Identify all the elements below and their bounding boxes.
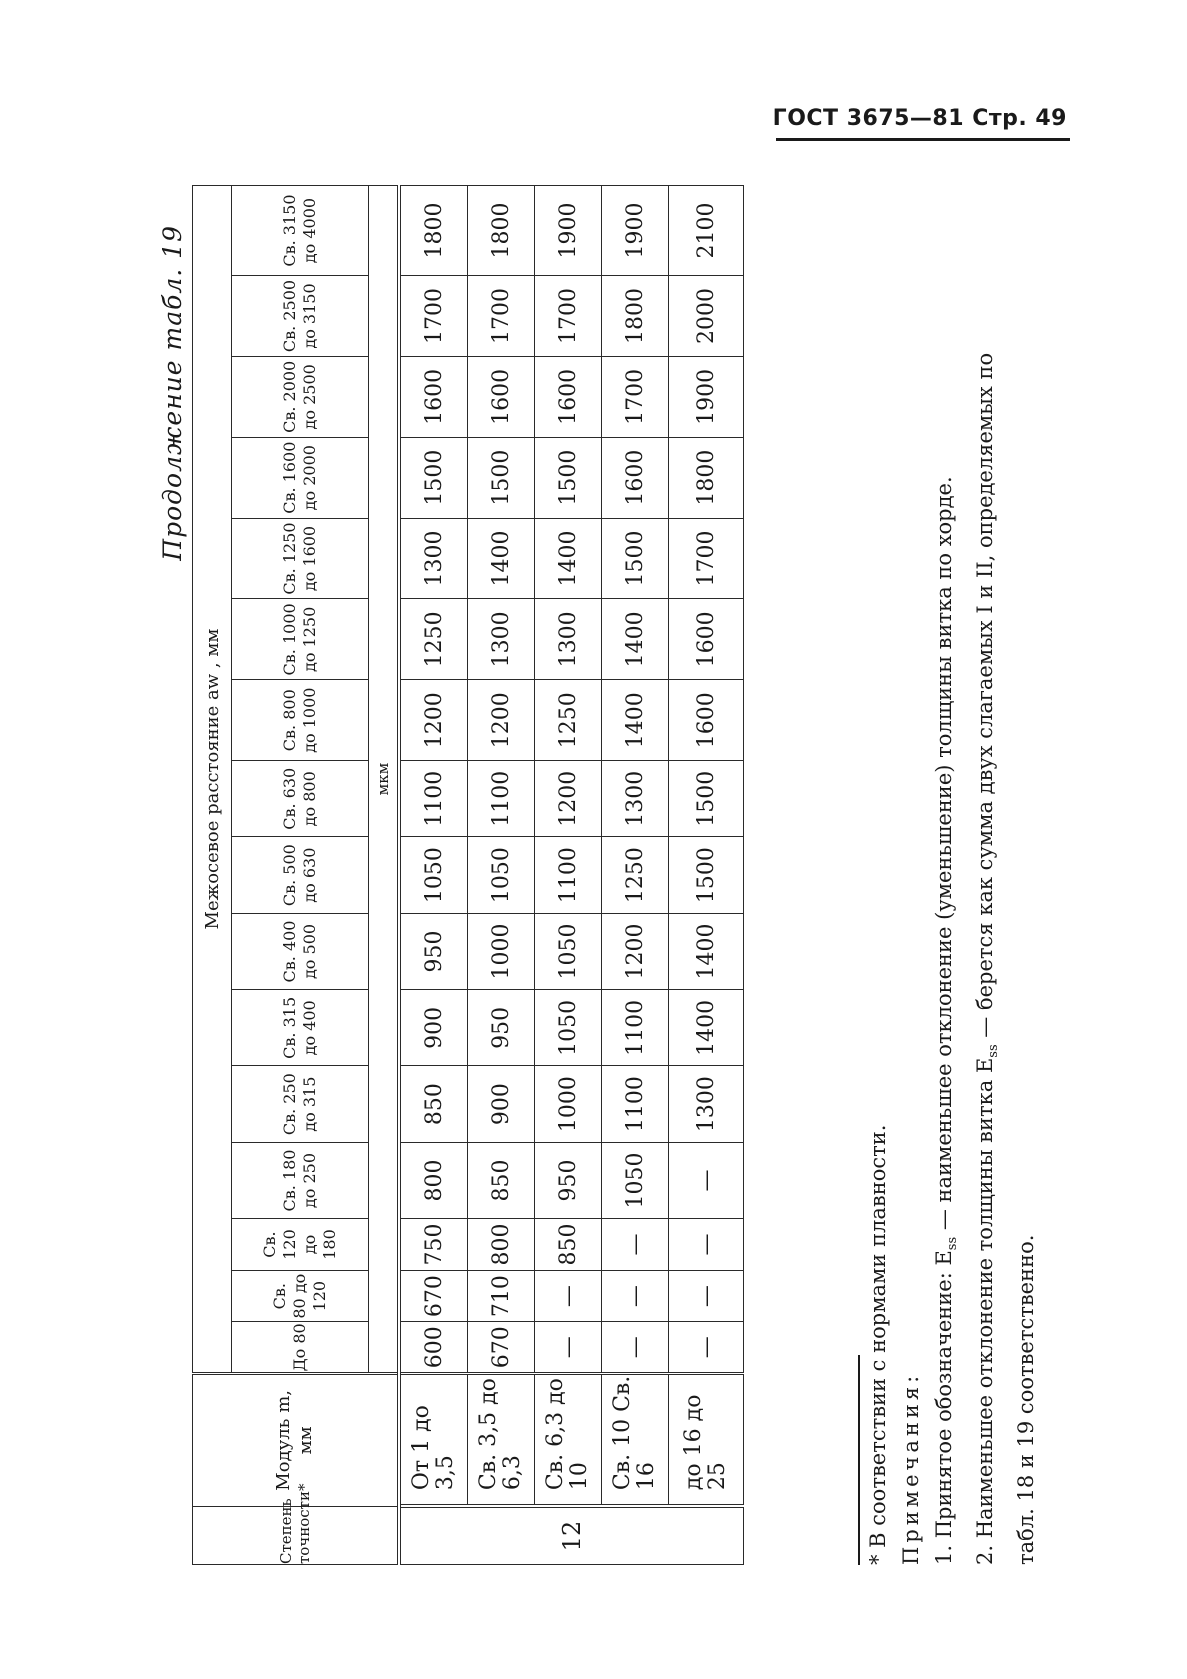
value-cell: 1600: [468, 356, 535, 437]
col-header-13: Св. 2000 до 2500: [232, 356, 369, 437]
value-cell: —: [602, 1219, 669, 1271]
col-header-10: Св. 1000 до 1250: [232, 599, 369, 680]
value-cell: 750: [399, 1219, 468, 1271]
value-cell: 1900: [669, 356, 744, 437]
value-cell: 1900: [535, 186, 602, 276]
value-cell: —: [669, 1142, 744, 1218]
note-2-sub: ss: [986, 1044, 1002, 1058]
value-cell: 1700: [468, 276, 535, 357]
value-cell: 1500: [468, 437, 535, 518]
value-cell: —: [535, 1322, 602, 1374]
value-cell: 1300: [468, 599, 535, 680]
module-header: Модуль m, мм: [193, 1374, 400, 1507]
col-header-1: Св. 80 до 120: [232, 1270, 369, 1322]
value-cell: 1100: [602, 990, 669, 1066]
value-cell: 1400: [669, 990, 744, 1066]
value-cell: 1800: [602, 276, 669, 357]
value-cell: 1600: [535, 356, 602, 437]
col-header-9: Св. 800 до 1000: [232, 680, 369, 761]
value-cell: —: [535, 1270, 602, 1322]
col-header-14: Св. 2500 до 3150: [232, 276, 369, 357]
col-header-7: Св. 500 до 630: [232, 837, 369, 913]
col-header-11: Св. 1250 до 1600: [232, 518, 369, 599]
value-cell: 950: [535, 1142, 602, 1218]
value-cell: 1300: [669, 1066, 744, 1142]
value-cell: 2100: [669, 186, 744, 276]
note-1-text-a: 1. Принятое обозначение: E: [932, 1250, 956, 1565]
value-cell: 670: [468, 1322, 535, 1374]
value-cell: 1600: [399, 356, 468, 437]
value-cell: 1300: [399, 518, 468, 599]
col-header-2: Св. 120 до 180: [232, 1219, 369, 1271]
value-cell: —: [669, 1270, 744, 1322]
table-row: [669, 186, 744, 1565]
value-cell: 950: [399, 913, 468, 989]
value-cell: 1500: [669, 761, 744, 837]
table-row: [535, 186, 602, 1565]
value-cell: 1400: [669, 913, 744, 989]
value-cell: 1400: [535, 518, 602, 599]
value-cell: 1100: [399, 761, 468, 837]
grade-header: Степень точности*: [193, 1506, 400, 1564]
table-row: [399, 186, 468, 1565]
value-cell: 800: [468, 1219, 535, 1271]
value-cell: —: [602, 1322, 669, 1374]
col-header-5: Св. 315 до 400: [232, 990, 369, 1066]
value-cell: 1300: [535, 599, 602, 680]
note-1-text-b: — наименьшее отклонение (уменьшение) толщины витка по хорде.: [932, 476, 956, 1237]
value-cell: 1000: [535, 1066, 602, 1142]
value-cell: 600: [399, 1322, 468, 1374]
col-header-12: Св. 1600 до 2000: [232, 437, 369, 518]
value-cell: 1250: [535, 680, 602, 761]
grade-value: 12: [399, 1506, 744, 1564]
value-cell: 1400: [468, 518, 535, 599]
value-cell: 1200: [399, 680, 468, 761]
value-cell: 1100: [468, 761, 535, 837]
rotated-sheet: [150, 185, 1070, 1565]
value-cell: 1400: [602, 599, 669, 680]
value-cell: 1600: [602, 437, 669, 518]
value-cell: 850: [468, 1142, 535, 1218]
value-cell: 1250: [602, 837, 669, 913]
footnote: * В соответствии с нормами плавности.: [866, 1124, 890, 1565]
col-header-4: Св. 250 до 315: [232, 1066, 369, 1142]
page-header: ГОСТ 3675—81 Стр. 49: [772, 106, 1067, 131]
value-cell: 670: [399, 1270, 468, 1322]
value-cell: —: [602, 1270, 669, 1322]
module-cell: Св. 6,3 до 10: [535, 1374, 602, 1507]
value-cell: 1100: [535, 837, 602, 913]
value-cell: 1700: [602, 356, 669, 437]
value-cell: 1500: [669, 837, 744, 913]
table-continuation-title: Продолжение табл. 19: [158, 225, 187, 561]
table-row: [468, 186, 535, 1565]
value-cell: —: [669, 1322, 744, 1374]
value-cell: 1200: [535, 761, 602, 837]
value-cell: 1800: [468, 186, 535, 276]
value-cell: 1050: [602, 1142, 669, 1218]
note-2: [969, 185, 1010, 1565]
footnote-rule: [858, 1355, 860, 1565]
value-cell: 1400: [602, 680, 669, 761]
notes-title: Примечания:: [899, 1371, 923, 1565]
value-cell: 1500: [535, 437, 602, 518]
table-row: [602, 186, 669, 1565]
value-cell: 900: [468, 1066, 535, 1142]
note-2-text-a: 2. Наименьшее отклонение толщины витка E: [973, 1057, 998, 1565]
col-header-0: До 80: [232, 1322, 369, 1374]
value-cell: 850: [535, 1219, 602, 1271]
module-cell: Св. 3,5 до 6,3: [468, 1374, 535, 1507]
value-cell: 1600: [669, 599, 744, 680]
tolerance-table: [192, 185, 744, 1565]
value-cell: —: [669, 1219, 744, 1271]
value-cell: 1600: [669, 680, 744, 761]
value-cell: 2000: [669, 276, 744, 357]
value-cell: 1050: [468, 837, 535, 913]
unit-label: мкм: [369, 186, 400, 1374]
value-cell: 1300: [602, 761, 669, 837]
value-cell: 1800: [669, 437, 744, 518]
value-cell: 950: [468, 990, 535, 1066]
value-cell: 1500: [399, 437, 468, 518]
value-cell: 900: [399, 990, 468, 1066]
value-cell: 1200: [602, 913, 669, 989]
note-2-continued: табл. 18 и 19 соответственно.: [1014, 1234, 1039, 1565]
value-cell: 1500: [602, 518, 669, 599]
notes-block: [862, 185, 1043, 1565]
value-cell: 1250: [399, 599, 468, 680]
value-cell: 800: [399, 1142, 468, 1218]
module-cell: От 1 до 3,5: [399, 1374, 468, 1507]
note-1: [928, 185, 969, 1565]
col-header-15: Св. 3150 до 4000: [232, 186, 369, 276]
col-header-8: Св. 630 до 800: [232, 761, 369, 837]
value-cell: 1100: [602, 1066, 669, 1142]
value-cell: 1050: [399, 837, 468, 913]
value-cell: 1200: [468, 680, 535, 761]
col-header-3: Св. 180 до 250: [232, 1142, 369, 1218]
value-cell: 1700: [535, 276, 602, 357]
note-1-sub: ss: [945, 1236, 961, 1251]
col-header-6: Св. 400 до 500: [232, 913, 369, 989]
distance-header: Межосевое расстояние aw , мм: [193, 186, 232, 1374]
value-cell: 1050: [535, 913, 602, 989]
value-cell: 1700: [399, 276, 468, 357]
value-cell: 850: [399, 1066, 468, 1142]
value-cell: 1050: [535, 990, 602, 1066]
module-cell: Св. 10 Св. 16: [602, 1374, 669, 1507]
note-2-text-b: — берется как сумма двух слагаемых I и II, определяемых по: [973, 352, 998, 1045]
value-cell: 1700: [669, 518, 744, 599]
module-cell: до 16 до 25: [669, 1374, 744, 1507]
value-cell: 1800: [399, 186, 468, 276]
value-cell: 710: [468, 1270, 535, 1322]
value-cell: 1000: [468, 913, 535, 989]
value-cell: 1900: [602, 186, 669, 276]
header-rule: [776, 138, 1070, 141]
